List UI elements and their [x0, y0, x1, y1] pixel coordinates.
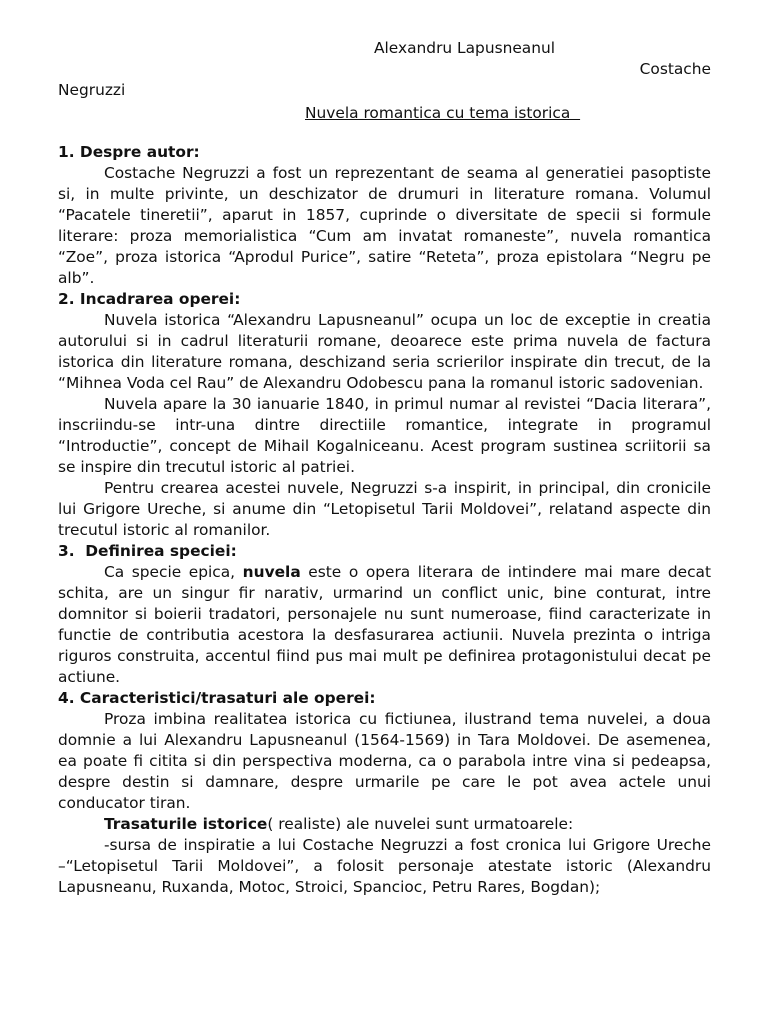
section-heading-incadrarea-operei: 2. Incadrarea operei:: [58, 290, 241, 308]
section-heading-definirea-speciei: 3. Definirea speciei:: [58, 542, 237, 560]
paragraph-definirea-speciei: [58, 562, 711, 688]
paragraph-trasaturi-istorice: [58, 814, 711, 835]
document-subtitle: [58, 101, 711, 129]
term-nuvela-bold: nuvela: [242, 563, 301, 581]
paragraph-incadrare-1: Nuvela istorica “Alexandru Lapusneanul” ocupa un loc de exceptie in creatia autorului si in cadrul literaturii romane, deoarece este prima nuvela de factura istorica din literature romana, deschizand seria scrierilor inspirate din trecut, de la “Mihnea Voda cel Rau” de Alexandru Odobescu pana la romanul istoric sadovenian.: [58, 311, 711, 392]
paragraph-sursa-inspiratie: -sursa de inspiratie a lui Costache Negruzzi a fost cronica lui Grigore Ureche –“Letopisetul Tarii Moldovei”, a folosit personaje atestate istoric (Alexandru Lapusneanu, Ruxanda, Motoc, Stroici, Spancioc, Petru Rares, Bogdan);: [58, 836, 711, 896]
author-first-name: Costache: [639, 60, 711, 78]
paragraph-text-rest: este o opera literara de intindere mai mare decat schita, are un singur fir narativ, urmarind un conflict unic, bine conturat, intre domnitor si boierii tradatori, personajele nu sunt numeroase, fiind caracterizate in functie de contributia acestora la desfasurarea actiunii. Nuvela prezinta o intriga riguros construita, accentul fiind pus mai mult pe definirea protagonistului decat pe actiune.: [58, 563, 711, 686]
subtitle-text: Nuvela romantica cu tema istorica: [305, 104, 581, 122]
author-last-name: Negruzzi: [58, 81, 126, 99]
section-heading-despre-autor: 1. Despre autor:: [58, 143, 200, 161]
paragraph-text-rest: ( realiste) ale nuvelei sunt urmatoarele:: [267, 815, 574, 833]
paragraph-incadrare-3: Pentru crearea acestei nuvele, Negruzzi s-a inspirit, in principal, din cronicile lui Grigore Ureche, si anume din “Letopisetul Tarii Moldovei”, relatand aspecte din trecutul istoric al romanilor.: [58, 479, 711, 539]
spacer: [58, 129, 711, 142]
paragraph-despre-autor: Costache Negruzzi a fost un reprezentant de seama al generatiei pasoptiste si, in multe privinte, un deschizator de drumuri in literature romana. Volumul “Pacatele tineretii”, aparut in 1857, cuprinde o diversitate de specii si formule literare: proza memorialistica “Cum am invatat romaneste”, nuvela romantica “Zoe”, proza istorica “Aprodul Purice”, satire “Reteta”, proza epistolara “Negru pe alb”.: [58, 164, 711, 287]
section-heading-caracteristici: 4. Caracteristici/trasaturi ale operei:: [58, 689, 376, 707]
document-title: Alexandru Lapusneanul: [374, 39, 556, 57]
document-page: [58, 38, 711, 898]
paragraph-caracteristici-1: Proza imbina realitatea istorica cu fictiunea, ilustrand tema nuvelei, a doua domnie a lui Alexandru Lapusneanul (1564-1569) in Tara Moldovei. De asemenea, ea poate fi citita si din perspectiva moderna, ca o parabola intre vina si pedeapsa, despre destin si damnare, despre urmarile pe care le pot avea actele unui conducator tiran.: [58, 710, 711, 812]
paragraph-incadrare-2: Nuvela apare la 30 ianuarie 1840, in primul numar al revistei “Dacia literara”, inscriindu-se intr-una dintre directiile romantice, integrate in programul “Introductie”, concept de Mihail Kogalniceanu. Acest program sustinea scriitorii sa se inspire din trecutul istoric al patriei.: [58, 395, 711, 476]
term-trasaturile-istorice-bold: Trasaturile istorice: [104, 815, 268, 833]
paragraph-text-start: Ca specie epica,: [104, 563, 243, 581]
